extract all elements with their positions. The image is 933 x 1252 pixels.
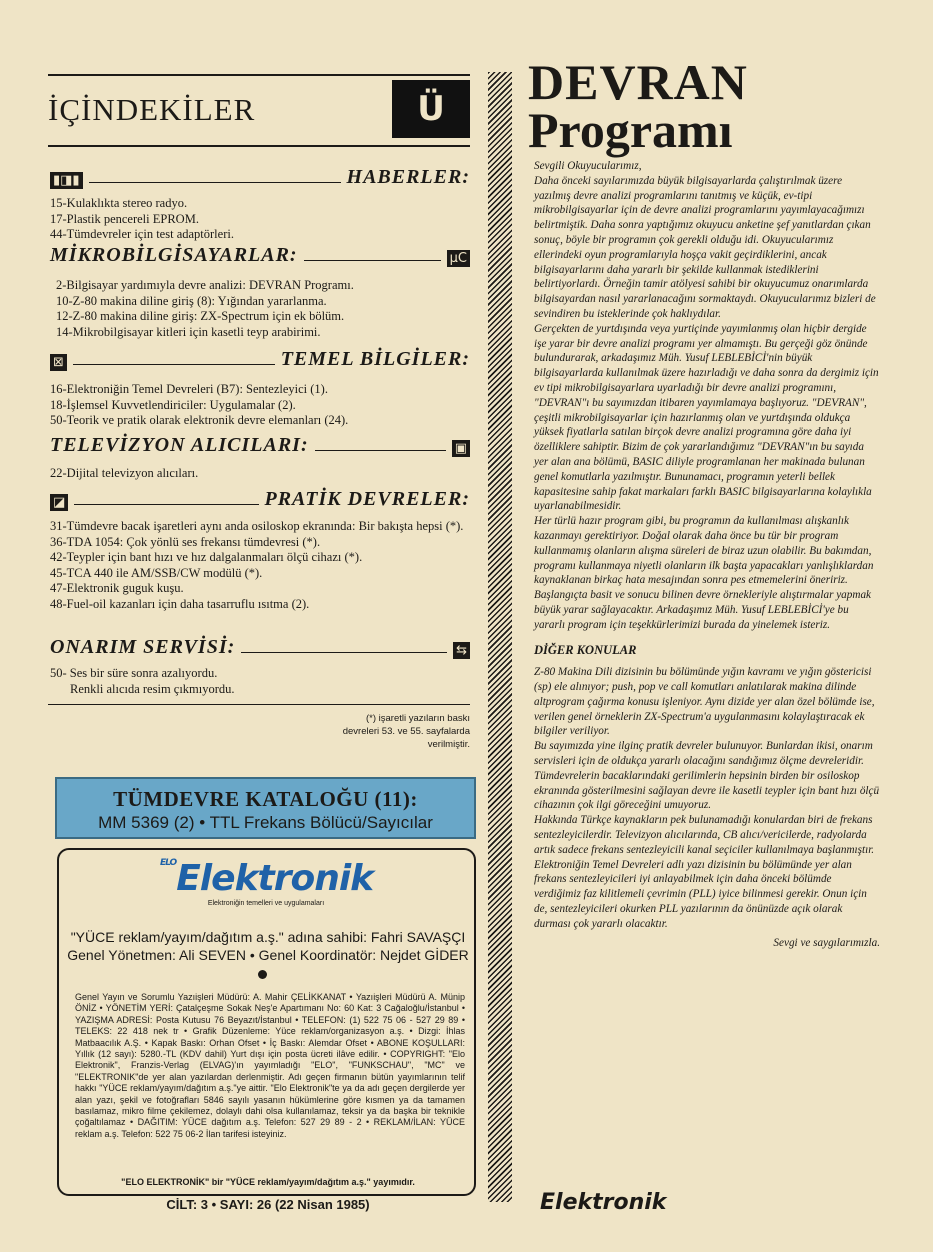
practical-circuits-icon: ◪: [50, 494, 68, 511]
paragraph: Gerçekten de yurtdışında veya yurtiçinde yayımlanmış olan hiçbir dergide işe yarar bir devre analizi programı yer almamıştı. Bu gerçeği göz önünde bulundurarak, arkadaşımız Müh. Yusuf LEBLEBİCİ'nin büyük bilgisayarlarda kullanılmak üzere hazırladığı ve daha sonra da dergimiz için ev tipi mikrobilgisayarlara uyarladığı bir devre analizi programını, "DEVRAN"ı bu sayımızdan itibaren yayımlamaya başlıyoruz. "DEVRAN", çeşitli mikrobilgisayarlar için hazırlanmış olan ve yurtdışında oldukça yüksek fiyatlarla satılan birçok devre analizi programına göre daha iyi özelliklere sahiptir. Bizim de çok yararlandığımız "DEVRAN"ın bu sayıda yer alan ana bölümü, BASIC diliyle programlanan her makinada bulunan genel komutlarla yazılmıştır. Bununamacı, programın yeterli bellek kapasitesine sahip fakat markaları farklı BASIC bilgisayarlarına kolaylıkla uyarlanabilmesidir.: [534, 322, 879, 513]
section-haberler: [50, 166, 470, 189]
section-title: TEMEL BİLGİLER:: [280, 348, 470, 370]
list-item: 18-İşlemsel Kuvvetlendiriciler: Uygulamalar (2).: [50, 397, 296, 412]
paragraph: Z-80 Makina Dili dizisinin bu bölümünde yığın kavramı ve yığın göstericisi (sp) ele alınıyor; push, pop ve call komutları anlatılarak makina dilinde altprogram çağırma konusu işleniyor. Aynı dizide yer alan özel bölümde ise, verilen genel örneklerin ZX-Spectrum'a uygulanmasını kolaylaştıracak ek bilgiler veriliyor.: [534, 666, 875, 738]
section-items: [50, 666, 480, 697]
section-televizyon: [50, 434, 470, 457]
tv-icon: ▣: [452, 440, 470, 457]
paragraph: Bu sayımızda yine ilginç pratik devreler bulunuyor. Bunlardan ikisi, onarım servisleri için de oldukça yararlı olacağını sandığımız ölçme devreleridir. Tümdevrelerin bacaklarındaki gerilimlerin hepsinin birden bir osiloskop ekranında gösterilmesini sağlayan devre ile kasetli teypler için bant hızı ölçü cihazının çok ilgi göreceğini umuyoruz.: [534, 740, 880, 812]
title-line-2: Programı: [528, 102, 733, 158]
list-item: 42-Teypler için bant hızı ve hız dalgalanmaları ölçü cihazı (*).: [50, 550, 363, 564]
logo-tagline: Elektroniğin temelleri ve uygulamaları: [207, 900, 325, 907]
section-items: [56, 278, 486, 340]
magazine-emblem-icon: Ü: [392, 80, 470, 138]
footnote: (*) işaretli yazıların baskı devreleri 53. ve 55. sayfalarda verilmiştir.: [342, 713, 470, 750]
managers-line: Genel Yönetmen: Ali SEVEN • Genel Koordinatör: Nejdet GİDER: [67, 947, 469, 963]
section-title: TELEVİZYON ALICILARI:: [50, 434, 309, 456]
section-items: [50, 519, 478, 612]
section-title: ONARIM SERVİSİ:: [50, 636, 236, 658]
list-item: 45-TCA 440 ile AM/SSB/CW modülü (*).: [50, 565, 263, 580]
list-item: 2-Bilgisayar yardımıyla devre analizi: DEVRAN Programı.: [56, 278, 354, 292]
section-items: [50, 382, 480, 429]
section-title: HABERLER:: [346, 166, 470, 188]
paragraph: Hakkında Türkçe kaynakların pek bulunamadığı konulardan biri de frekans sentezleyicilerdir. Televizyon alıcılarında, CB alıcı/vericilerde, radyolarda artık sadece frekans sentezleyicili kanal seçiciler kullanılmaya başlanmıştır.: [534, 814, 875, 856]
paragraph: Sevgili Okuyucularımız,: [534, 160, 642, 172]
owner-line: "YÜCE reklam/yayım/dağıtım a.ş." adına sahibi: Fahri SAVAŞÇI: [70, 929, 466, 945]
repair-icon: ⇆: [453, 642, 470, 659]
article-body: [534, 159, 880, 950]
section-mikrobilgisayarlar: [50, 244, 470, 267]
credits-text: Genel Yayın ve Sorumlu Yazıişleri Müdürü: A. Mahir ÇELİKKANAT • Yazıişleri Müdürü A. Münip ÖNİZ • YÖNETİM YERİ: Çatalçeşme Sokak Neş'e Apartımanı No: 60 Kat: 3 Cağaloğlu/İstanbul • YAZIŞMA ADRESİ: Posta Kutusu 76 Beyazıt/İstanbul • TELEFON: (1) 522 75 06 - 527 29 89 • TELEKS: 22 418 nek tr • Grafik Düzenleme: Yüce reklam/organizasyon a.ş. • Dizgi: İhlas Matbaacılık A.Ş. • Kapak Baskı: Orhan Ofset • İç Baskı: Alemdar Ofset • ABONE KOŞULLARI: Yıllık (12 sayı): 5280.-TL (KDV dahil) Yurt dışı için posta ücreti ilâve edilir. • COPYRIGHT: "Elo Elektronik", Franzis-Verlag (ELVAG)'ın yayımladığı "ELO", "FUNKSCHAU", "MC" ve "ELEKTRONIK"de yer alan yazılardan derlenmiştir. Adı geçen firmanın bütün yayımlarının telif hakkı "YÜCE reklam/yayım/dağıtım a.ş."ye aittir. "Elo Elektronik"te ya da adı geçen dergilerde yer alan yazı, şekil ve fotoğrafları 5846 sayılı yasanın hükümlerine göre kısmen ya da tamamen basılamaz, mikro filme çekilemez, dolaylı dahi olsa kullanılamaz, teksir ya da başka bir teknikle çoğaltılamaz • DAĞITIM: YÜCE dağıtım a.ş. Telefon: 527 29 89 - 2 • REKLAM/İLAN: YÜCE reklam a.ş. Telefon: 522 75 06-2 İlan tarifesi isteyiniz.: [75, 992, 465, 1139]
list-item: 15-Kulaklıkta stereo radyo.: [50, 196, 188, 210]
section-items: [50, 466, 480, 482]
list-item: 10-Z-80 makina diline giriş (8): Yığından yararlanma.: [56, 293, 327, 308]
list-item: Renkli alıcıda resim çıkmıyordu.: [70, 681, 235, 696]
article-title: [528, 54, 748, 158]
elektronik-logo: $^{ELO}$Elektronik: [160, 858, 374, 899]
publisher-footer: "ELO ELEKTRONİK" bir "YÜCE reklam/yayım/dağıtım a.ş." yayımıdır.: [121, 1177, 415, 1187]
subheading: DİĞER KONULAR: [534, 642, 637, 657]
list-item: 31-Tümdevre bacak işaretleri aynı anda osiloskop ekranında: Bir bakışta hepsi (*).: [50, 519, 464, 533]
list-item: 50- Ses bir süre sonra azalıyordu.: [50, 666, 218, 680]
list-item: 36-TDA 1054: Çok yönlü ses frekansı tümdevresi (*).: [50, 534, 321, 549]
paragraph: Daha önceki sayılarımızda büyük bilgisayarlarda çalıştırılmak üzere yazılmış devre analizi programlarını tanıtmış ve küçük, ev-tipi mikrobilgisayarlar için de devre analizi programlarını yayımlayacağımızı belirtmiştik. Daha sonra yaptığımız okuyucu anketine şef yanıtlardan çıkan sonuç, böyle bir programın çok gerekli olduğu idi. Okuyucularımız ellerindeki oyun programlarıyla hoşça vakit geçirdiklerini, ancak bilgisayarlarını daha yararlı bir şekilde kullanmak istediklerini belirtiyorlardı. Örneğin tamir atölyesi sahibi bir okuyucumuz onarımlarda bilgisayardan nasıl yararlanacağını sormaktaydı. Okuyucularımız bizleri de sevindiren bu isteklerinde çok haklıydılar.: [534, 174, 876, 320]
list-item: 50-Teorik ve pratik olarak elektronik devre elemanları (24).: [50, 413, 349, 427]
paragraph: Her türlü hazır program gibi, bu programın da kullanılması alışkanlık kazanmayı gerektiriyor. Doğal olarak daha önce bu tür bir program kullanmamış olanların alışma süreleri de biraz uzun olabilir. Bu bakımdan, programı kullanmaya niyetli olanların ilk başta yapacakları yanlışlıklardan kaynaklanan birkaç hata mesajından sonra pes etmemelerini öneririz. Başlangıçta basit ve sonucu bilinen devre örnekleriyle alıştırmalar yapmak büyük yarar sağlayacaktır. Arkadaşımız Müh. Yusuf LEBLEBİCİ'ye bu yararlı program için teşekkürlerimizi burada da yinelemek isteriz.: [534, 515, 874, 631]
news-icon: ▮◨▮: [50, 172, 83, 189]
section-title: MİKROBİLGİSAYARLAR:: [50, 244, 298, 266]
list-item: 22-Dijital televizyon alıcıları.: [50, 466, 199, 480]
section-pratik-devreler: [50, 488, 470, 511]
list-item: 48-Fuel-oil kazanları için daha tasarruflu ısıtma (2).: [50, 596, 310, 611]
toc-title: İÇİNDEKİLER: [48, 92, 256, 127]
signoff: Sevgi ve saygılarımızla.: [773, 936, 880, 949]
footer-logo: Elektronik: [540, 1190, 667, 1215]
list-item: 16-Elektroniğin Temel Devreleri (B7): Sentezleyici (1).: [50, 382, 328, 396]
basics-icon: ⊠: [50, 354, 67, 371]
list-item: 14-Mikrobilgisayar kitleri için kasetli teyp arabirimi.: [56, 324, 321, 339]
section-items: [50, 196, 480, 243]
catalog-title: TÜMDEVRE KATALOĞU (11):: [113, 787, 418, 811]
list-item: 44-Tümdevreler için test adaptörleri.: [50, 227, 234, 241]
top-rule: [48, 74, 470, 76]
section-onarim-servisi: [50, 636, 470, 659]
paragraph: Elektroniğin Temel Devreleri adlı yazı dizisinin bu bölümünde yer alan frekans sentezleyicileri iyi anlayabilmek için daha önceki bölümde verdiğimiz faz kilitlemeli çevrimin (PLL) iyice bilinmesi gerekir. Onun için de, sentezleyicileri okurken PLL yazılarının da önünüzde açık olarak durması çok yararlı olacaktır.: [534, 858, 867, 930]
list-item: 17-Plastik pencereli EPROM.: [50, 211, 199, 226]
title-rule: [48, 145, 470, 147]
section-rule: [48, 704, 470, 705]
column-divider: [488, 72, 512, 1202]
microcomputer-icon: μC: [447, 250, 470, 267]
list-item: 47-Elektronik guguk kuşu.: [50, 581, 184, 595]
section-title: PRATİK DEVRELER:: [264, 488, 470, 510]
list-item: 12-Z-80 makina diline giriş: ZX-Spectrum için ek bölüm.: [56, 309, 345, 323]
catalog-banner: [55, 777, 476, 839]
title-line-1: DEVRAN: [528, 54, 748, 110]
publisher-info: [62, 928, 474, 964]
catalog-subtitle: MM 5369 (2) • TTL Frekans Bölücü/Sayıcılar: [98, 813, 433, 832]
separator-dot: [258, 970, 267, 979]
issue-info: CİLT: 3 • SAYI: 26 (22 Nisan 1985): [166, 1197, 370, 1212]
section-temel-bilgiler: [50, 348, 470, 371]
